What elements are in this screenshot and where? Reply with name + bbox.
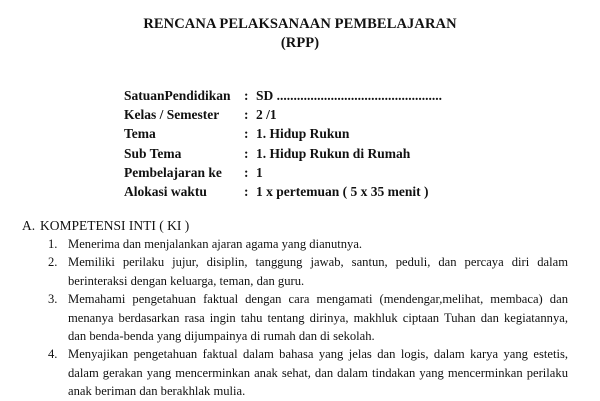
list-item-text: Memahami pengetahuan faktual dengan cara mengamati (mendengar,melihat, membaca) dan menanya berdasarkan rasa ingin tahu tentang dirinya, makhluk ciptaan Tuhan dan kegiatannya, dan benda-benda yang dijumpainya di rumah dan di sekolah. bbox=[68, 292, 568, 344]
identity-label: SatuanPendidikan bbox=[124, 88, 231, 103]
identity-value: 2 /1 bbox=[256, 107, 277, 123]
list-item-number: 1. bbox=[48, 237, 58, 251]
identity-colon: : bbox=[244, 164, 249, 180]
kompetensi-inti-list bbox=[48, 235, 568, 401]
list-item-number: 2. bbox=[48, 255, 58, 270]
identity-value: 1. Hidup Rukun bbox=[256, 126, 350, 142]
identity-value: 1 bbox=[256, 164, 263, 180]
section-title: KOMPETENSI INTI ( KI ) bbox=[40, 218, 190, 233]
identity-colon: : bbox=[244, 88, 249, 103]
list-item bbox=[48, 290, 568, 345]
list-item bbox=[48, 345, 568, 400]
document-subtitle: (RPP) bbox=[280, 35, 320, 51]
identity-colon: : bbox=[244, 126, 249, 142]
list-item bbox=[48, 235, 568, 253]
list-item bbox=[48, 253, 568, 290]
document-title: RENCANA PELAKSANAAN PEMBELAJARAN bbox=[143, 16, 457, 32]
list-item-text: Menyajikan pengetahuan faktual dalam bahasa yang jelas dan logis, dalam karya yang estetis, dalam gerakan yang mencerminkan anak sehat, dan dalam tindakan yang mencerminkan perilaku anak beriman dan berakhlak mulia. bbox=[68, 347, 568, 399]
identity-colon: : bbox=[244, 183, 249, 199]
identity-value: 1 x pertemuan ( 5 x 35 menit ) bbox=[256, 183, 429, 199]
identity-value: 1. Hidup Rukun di Rumah bbox=[256, 145, 411, 161]
list-item-number: 3. bbox=[48, 292, 58, 307]
section-letter: A. bbox=[22, 218, 36, 233]
identity-colon: : bbox=[244, 107, 249, 123]
identity-label: Pembelajaran ke bbox=[124, 164, 222, 180]
identity-label: Sub Tema bbox=[124, 145, 182, 161]
identity-label: Kelas / Semester bbox=[124, 107, 220, 123]
list-item-text: Menerima dan menjalankan ajaran agama yang dianutnya. bbox=[68, 237, 363, 251]
identity-colon: : bbox=[244, 145, 249, 161]
section-heading-kompetensi-inti bbox=[22, 218, 189, 234]
identity-label: Tema bbox=[124, 126, 156, 142]
list-item-text: Memiliki perilaku jujur, disiplin, tanggung jawab, santun, peduli, dan percaya diri dalam berinteraksi dengan keluarga, teman, dan guru. bbox=[68, 255, 568, 288]
list-item-number: 4. bbox=[48, 347, 58, 362]
identity-value: SD ................................................. bbox=[256, 88, 443, 103]
identity-label: Alokasi waktu bbox=[124, 183, 207, 199]
